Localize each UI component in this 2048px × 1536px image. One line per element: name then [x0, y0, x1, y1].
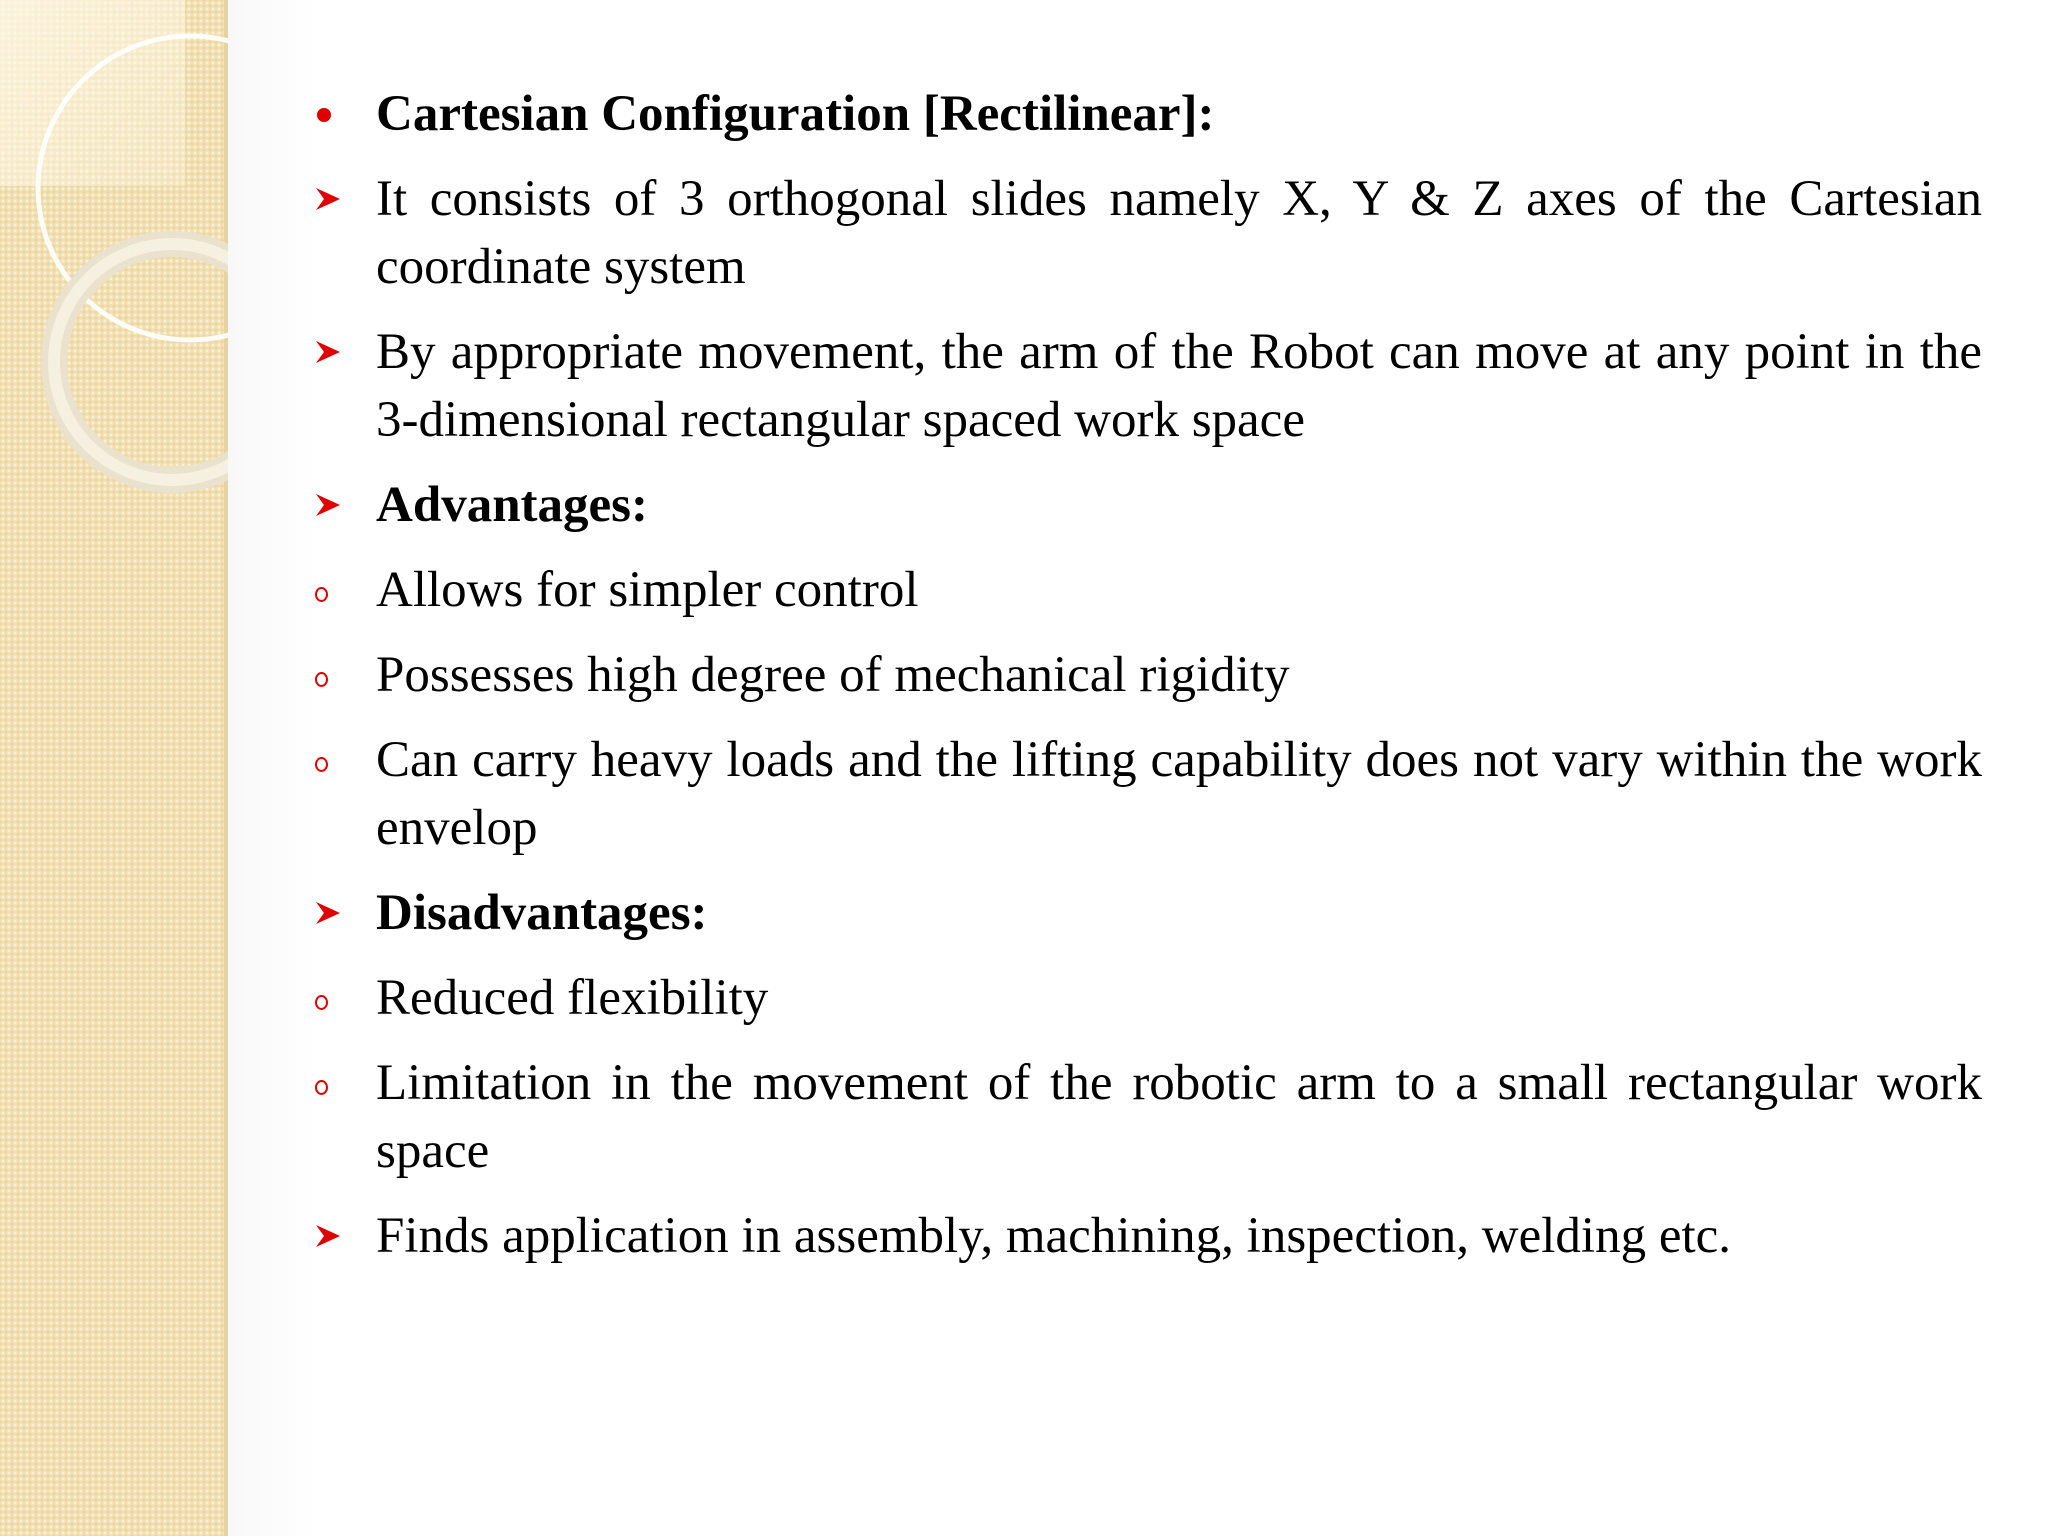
decorative-rings-icon [0, 0, 228, 520]
list-item [310, 165, 1982, 301]
list-item-text: Allows for simpler control [376, 562, 919, 618]
circle-bullet-icon [310, 726, 376, 794]
list-item [310, 1202, 1982, 1270]
list-item [310, 471, 1982, 539]
arrow-bullet-icon [310, 318, 376, 386]
list-item [310, 879, 1982, 947]
circle-bullet-icon [310, 1049, 376, 1117]
list-item-text: Cartesian Configuration [Rectilinear]: [376, 86, 1215, 142]
circle-bullet-icon [310, 964, 376, 1032]
list-item [310, 726, 1982, 862]
arrow-bullet-icon [310, 471, 376, 539]
list-item [310, 641, 1982, 709]
arrow-bullet-icon [310, 1202, 376, 1270]
list-item-text: Finds application in assembly, machining, inspection, welding etc. [376, 1208, 1732, 1264]
list-item [310, 318, 1982, 454]
list-item-heading: Disadvantages: [376, 885, 708, 941]
list-item-text: It consists of 3 orthogonal slides namely X, Y & Z axes of the Cartesian coordinate system [376, 171, 1982, 295]
circle-bullet-icon [310, 641, 376, 709]
list-item-text: Possesses high degree of mechanical rigidity [376, 647, 1290, 703]
content-shade [228, 0, 318, 1536]
arrow-bullet-icon [310, 879, 376, 947]
list-item [310, 1049, 1982, 1185]
bullet-dot-icon [310, 80, 376, 148]
list-item-heading: Advantages: [376, 477, 649, 533]
list-item [310, 964, 1982, 1032]
list-item-text: Reduced flexibility [376, 970, 769, 1026]
list-item [310, 556, 1982, 624]
circle-bullet-icon [310, 556, 376, 624]
arrow-bullet-icon [310, 165, 376, 233]
list-item-text: By appropriate movement, the arm of the Robot can move at any point in the 3-dimensional rectangular spaced work space [376, 324, 1982, 448]
bullet-list [310, 80, 1982, 1287]
list-item [310, 80, 1982, 148]
list-item-text: Can carry heavy loads and the lifting capability does not vary within the work envelop [376, 732, 1982, 856]
list-item-text: Limitation in the movement of the robotic arm to a small rectangular work space [376, 1055, 1982, 1179]
